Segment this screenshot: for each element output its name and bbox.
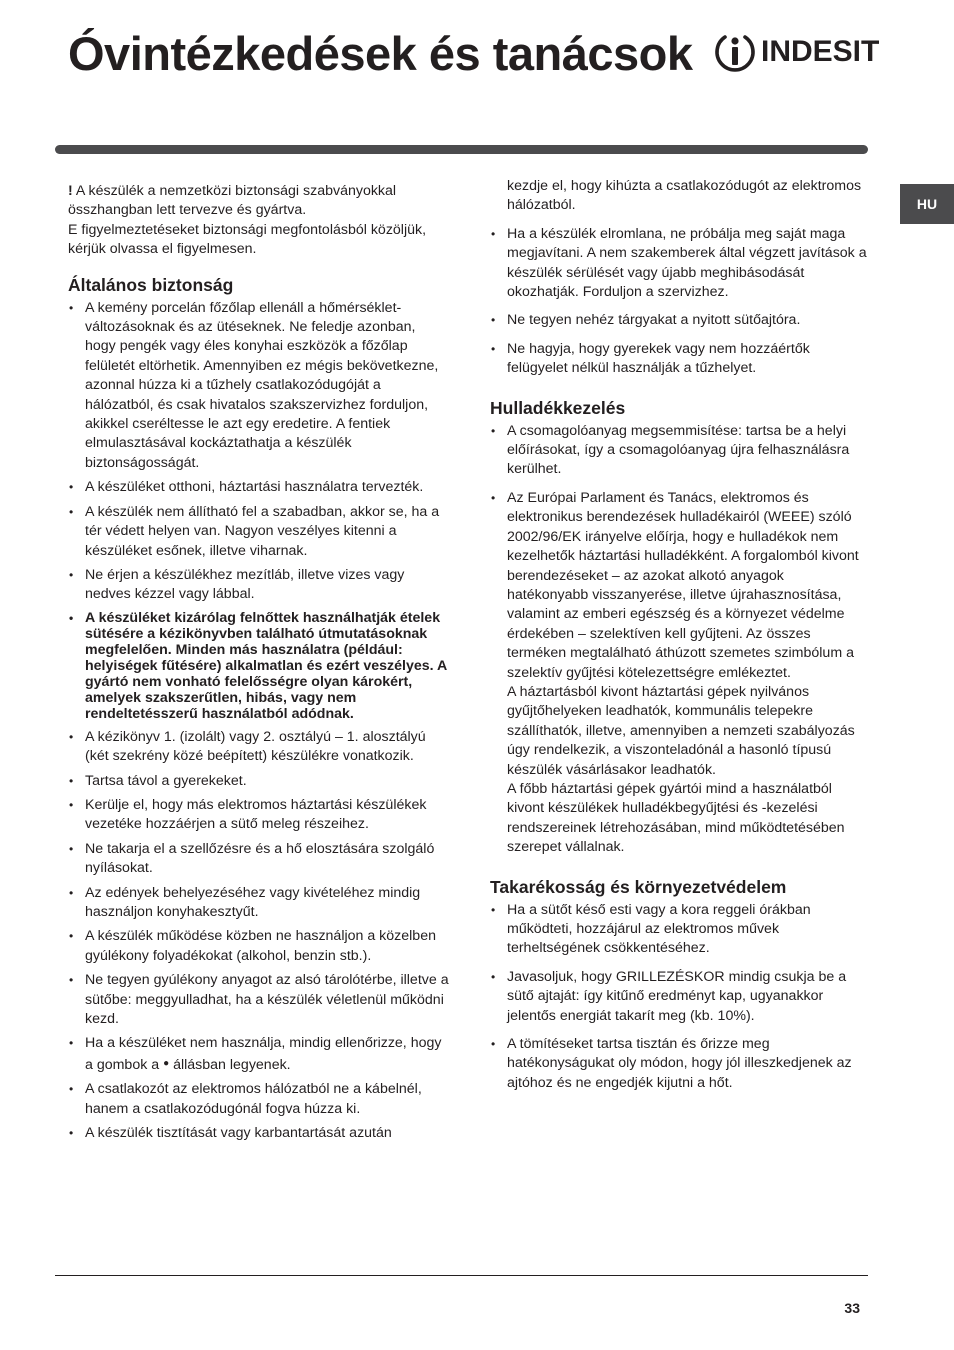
list-item: • A csomagolóanyag megsemmisítése: tartsa be a helyi előírásokat, így a csomagolóanyag újra felhasználásra kerülhet. <box>490 422 868 480</box>
list-item: • Az edények behelyezéséhez vagy kivételéhez mindig használjon konyhakesztyűt. <box>68 884 450 923</box>
intro-line-2: E figyelmeztetéseket biztonsági megfontolásból közöljük, kérjük olvassa el figyelmesen. <box>68 221 427 258</box>
economy-section <box>490 876 868 1094</box>
list-item: • A csatlakozót az elektromos hálózatból ne a kábelnél, hanem a csatlakozódugónál fogva húzza ki. <box>68 1080 450 1119</box>
page-title: Óvintézkedések és tanácsok <box>68 27 693 80</box>
list-item: • A készüléket kizárólag felnőttek használhatják ételek sütésére a kézikönyvben található útmutatásoknak megfelelően. Minden más használatra (például: helyiségek fűtésére) alkalmatlan és ezért veszélyes. A gyártó nem vonható felelősségre olyan károkért, amelyek szakszerűtlen, hibás, vagy nem rendeltetésszerű használatból adódnak. <box>68 610 450 722</box>
list-item: • Kerülje el, hogy más elektromos háztartási készülékek vezetéke hozzáérjen a sütő meleg részeihez. <box>68 796 450 835</box>
list-item: • A készülék tisztítását vagy karbantartását azután <box>68 1124 450 1143</box>
warning-mark: ! <box>68 183 73 199</box>
list-item <box>68 1034 450 1075</box>
waste-section <box>490 397 868 858</box>
list-item: • A készüléket otthoni, háztartási használatra tervezték. <box>68 478 450 497</box>
list-item: • Ne tegyen gyúlékony anyagot az alsó tárolótérbe, illetve a sütőbe: meggyulladhat, ha a készülék véletlenül működni kezd. <box>68 971 450 1029</box>
off-position-icon: ● <box>163 1057 170 1069</box>
list-item: • Ha a készülék elromlana, ne próbálja meg saját maga megjavítani. A nem szakemberek által végzett javítások a készülék sérülését vagy újabb meghibásodását okozhatják. Forduljon a szervizhez. <box>490 225 868 303</box>
list-item-continued: A főbb háztartási gépek gyártói mind a használatból kivont készülékek hulladékbegyűjtési és -kezelési rendszereinek létrehozásában, mind működtetésében szerepet vállalnak. <box>507 780 845 856</box>
intro-note <box>68 182 450 260</box>
indesit-logo-icon <box>713 30 757 74</box>
list-item: • Ne takarja el a szellőzésre és a hő elosztására szolgáló nyílásokat. <box>68 840 450 879</box>
list-item: • A kemény porcelán főzőlap ellenáll a hőmérséklet-változásoknak és az ütéseknek. Ne feledje azonban, hogy pengék vagy éles konyhai eszközök a főzőlap felületét eltörhetik. Amennyiben ez mégis bekövetkezne, azonnal húzza ki a tűzhely csatlakozódugóját a hálózatból, és csak hivatalos szakszervizhez forduljon, akikkel cseréltesse le azt egy eredetire. A fentiek elmulasztásával kockáztathatja a készülék biztonságosságát. <box>68 299 450 474</box>
list-item: • Ne hagyja, hogy gyerekek vagy nem hozzáértők felügyelet nélkül használják a tűzhelyet. <box>490 340 868 379</box>
list-item: • Ne érjen a készülékhez mezítláb, illetve vizes vagy nedves kézzel vagy lábbal. <box>68 566 450 605</box>
list-item <box>490 489 868 683</box>
knob-text-part-1: Ha a készüléket nem használja, mindig ellenőrizze, hogy a gombok a <box>85 1035 442 1073</box>
waste-list <box>490 422 868 858</box>
list-item-continued: kezdje el, hogy kihúzta a csatlakozódugót az elektromos hálózatból. <box>507 178 862 214</box>
list-item: • Javasoljuk, hogy GRILLEZÉSKOR mindig csukja be a sütő ajtaját: így kitűnő eredményt kap, ugyanakkor jelentős energiát takarít meg (kb. 10%). <box>490 968 868 1026</box>
economy-list <box>490 901 868 1094</box>
list-item-continued: A háztartásból kivont háztartási gépek nyilvános gyűjtőhelyeken leadhatók, kommunális telepekre szállíthatók, illetve, amennyiben a nemzeti szabályozás úgy rendelkezik, a viszonteladónál a hasonló típusú készülék vásárlásakor leadhatók. <box>507 683 855 778</box>
general-safety-list <box>68 299 450 1144</box>
waste-heading: Hulladékkezelés <box>490 397 626 418</box>
list-item: • A tömítéseket tartsa tisztán és őrizze meg hatékonyságukat oly módon, hogy jól illeszkedjenek az ajtóhoz és ne engedjék kijutni a hőt. <box>490 1035 868 1093</box>
knob-text-part-2: állásban legyenek. <box>173 1056 291 1073</box>
right-column <box>490 177 868 1102</box>
left-column <box>68 182 450 1148</box>
language-tab: HU <box>900 184 954 224</box>
list-item: • Ha a sütőt késő esti vagy a kora reggeli órákban működteti, hozzájárul az elektromos művek terheltségének csökkentéséhez. <box>490 901 868 959</box>
economy-heading: Takarékosság és környezetvédelem <box>490 876 787 897</box>
general-safety-list-continued <box>490 177 868 379</box>
list-item: • A készülék működése közben ne használjon a közelben gyúlékony folyadékokat (alkohol, benzin stb.). <box>68 927 450 966</box>
indesit-logo <box>713 30 879 74</box>
page-number: 33 <box>844 1300 860 1316</box>
list-item: • A készülék nem állítható fel a szabadban, akkor se, ha a tér védett helyen van. Nagyon veszélyes kitenni a készüléket esőnek, illetve viharnak. <box>68 503 450 561</box>
intro-line-1: A készülék a nemzetközi biztonsági szabványokkal összhangban lett tervezve és gyártva. <box>68 183 397 219</box>
logo-wordmark: INDESIT <box>761 35 880 68</box>
general-safety-heading: Általános biztonság <box>68 274 234 295</box>
header-divider <box>55 145 868 154</box>
footer-divider <box>55 1275 868 1276</box>
weee-paragraph: Az Európai Parlament és Tanács, elektromos és elektronikus berendezések hulladékairól (WEEE) szóló 2002/96/EK irányelve előírja, hogy e hulladékok nem kezelhetők háztartási hulladékként. A forgalomból kivont berendezéseket – az azokat alkotó anyagok hatékonyabb visszanyerése, illetve újrahasznosítása, valamint az emberi egészség és a környezet védelme érdekében – szelektíven kell gyűjteni. Az összes terméken megtalálható áthúzott szemetes szimbólum a szelektív gyűjtési kötelezettségre emlékeztet. <box>507 489 859 681</box>
list-item: • A kézikönyv 1. (izolált) vagy 2. osztályú – 1. alosztályú (két szekrény közé beépített) készülékre vonatkozik. <box>68 728 450 767</box>
list-item: • Ne tegyen nehéz tárgyakat a nyitott sütőajtóra. <box>490 311 868 330</box>
list-item: • Tartsa távol a gyerekeket. <box>68 772 450 791</box>
